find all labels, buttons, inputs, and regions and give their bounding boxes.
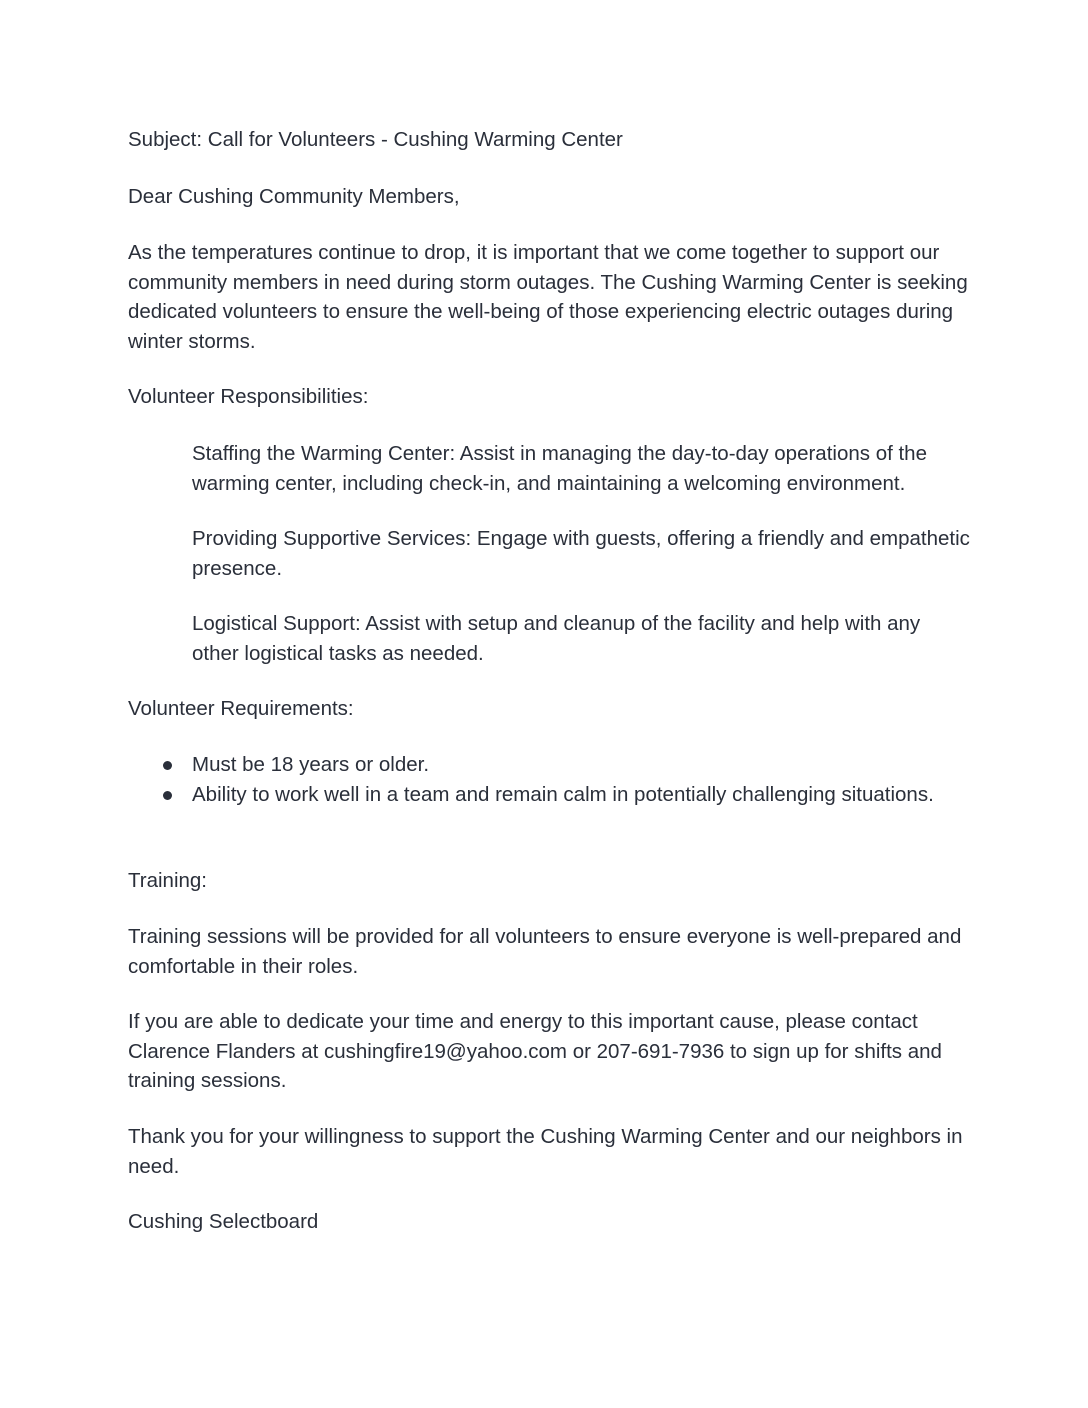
requirement-text: Ability to work well in a team and remain calm in potentially challenging situations.: [192, 782, 934, 806]
training-paragraph: Training sessions will be provided for all volunteers to ensure everyone is well-prepared and comfortable in their roles.: [128, 925, 962, 978]
requirements-heading: Volunteer Requirements:: [128, 697, 354, 720]
training-heading: Training:: [128, 869, 207, 892]
signature: Cushing Selectboard: [128, 1210, 319, 1233]
responsibility-item: Logistical Support: Assist with setup and cleanup of the facility and help with any other logistical tasks as needed.: [192, 612, 921, 665]
list-item: [128, 750, 973, 780]
requirement-text: Must be 18 years or older.: [192, 753, 430, 776]
responsibility-item: Staffing the Warming Center: Assist in managing the day-to-day operations of the warming center, including check-in, and maintaining a welcoming environment.: [192, 442, 927, 495]
intro-paragraph: As the temperatures continue to drop, it is important that we come together to support our community members in need during storm outages. The Cushing Warming Center is seeking dedicated volunteers to ensure the well-being of those experiencing electric outages during winter storms.: [128, 241, 968, 353]
responsibility-item: Providing Supportive Services: Engage with guests, offering a friendly and empathetic presence.: [192, 527, 970, 580]
subject-line: Subject: Call for Volunteers - Cushing Warming Center: [128, 128, 623, 151]
contact-paragraph: If you are able to dedicate your time and energy to this important cause, please contact Clarence Flanders at cushingfire19@yahoo.com or 207-691-7936 to sign up for shifts and training sessions.: [128, 1010, 942, 1092]
bullet-icon: [163, 761, 172, 770]
list-item: [128, 780, 973, 810]
responsibilities-heading: Volunteer Responsibilities:: [128, 385, 369, 408]
bullet-icon: [163, 791, 172, 800]
thanks-paragraph: Thank you for your willingness to support the Cushing Warming Center and our neighbors in need.: [128, 1125, 963, 1178]
greeting: Dear Cushing Community Members,: [128, 185, 460, 208]
requirements-list: [128, 750, 973, 809]
